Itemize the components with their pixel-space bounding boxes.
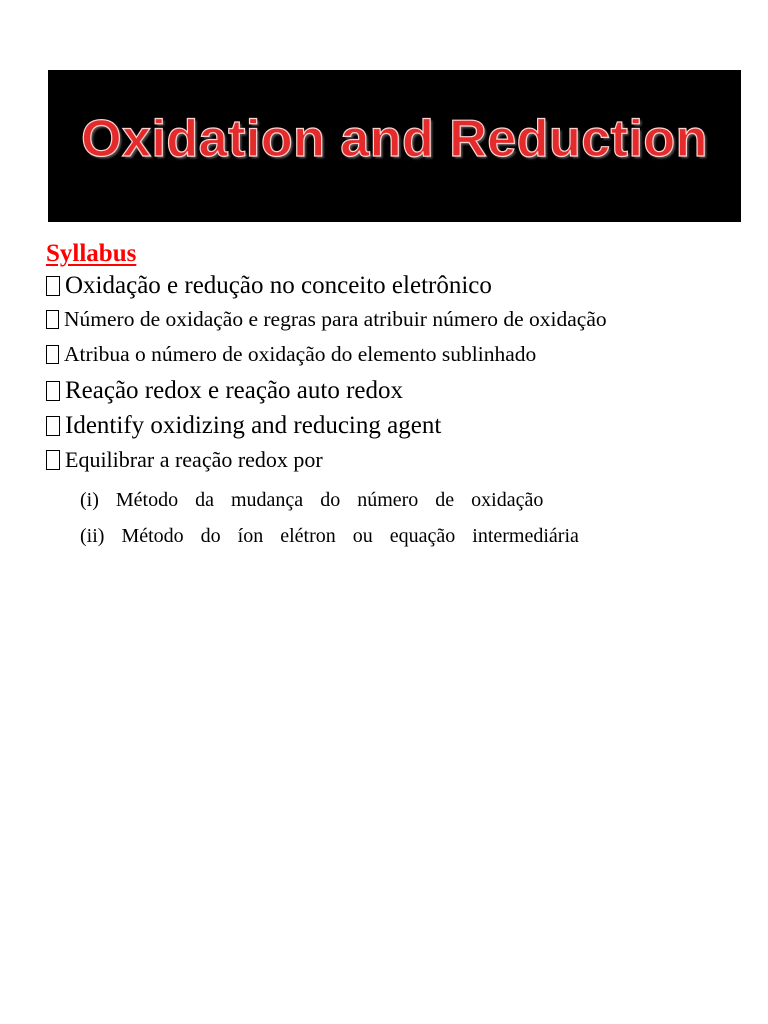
page-title: Oxidation and Reduction — [81, 110, 708, 168]
box-bullet-icon — [46, 276, 60, 296]
syllabus-item — [46, 377, 746, 412]
syllabus-item-text: Equilibrar a reação redox por — [65, 447, 323, 472]
method-subitem — [80, 482, 746, 518]
syllabus-section — [46, 240, 746, 554]
box-bullet-icon — [46, 310, 59, 329]
syllabus-item — [46, 412, 746, 447]
syllabus-item-text: Reação redox e reação auto redox — [65, 377, 404, 404]
title-banner — [48, 70, 741, 222]
syllabus-item-text: Atribua o número de oxidação do elemento sublinhado — [64, 342, 537, 366]
syllabus-item-text: Identify oxidizing and reducing agent — [65, 412, 442, 439]
syllabus-item-text: Oxidação e redução no conceito eletrônico — [65, 272, 492, 299]
method-subitem — [80, 518, 746, 554]
syllabus-item — [46, 272, 746, 307]
method-subitem-text: (ii) Método do íon elétron ou equação intermediária — [80, 524, 579, 547]
syllabus-item — [46, 447, 746, 482]
syllabus-item — [46, 342, 746, 377]
method-subitem-text: (i) Método da mudança do número de oxidação — [80, 488, 544, 511]
syllabus-item — [46, 307, 746, 342]
box-bullet-icon — [46, 450, 60, 470]
syllabus-heading: Syllabus — [46, 240, 137, 267]
syllabus-item-text: Número de oxidação e regras para atribuir número de oxidação — [64, 307, 607, 331]
box-bullet-icon — [46, 416, 60, 436]
box-bullet-icon — [46, 381, 60, 401]
box-bullet-icon — [46, 345, 59, 364]
